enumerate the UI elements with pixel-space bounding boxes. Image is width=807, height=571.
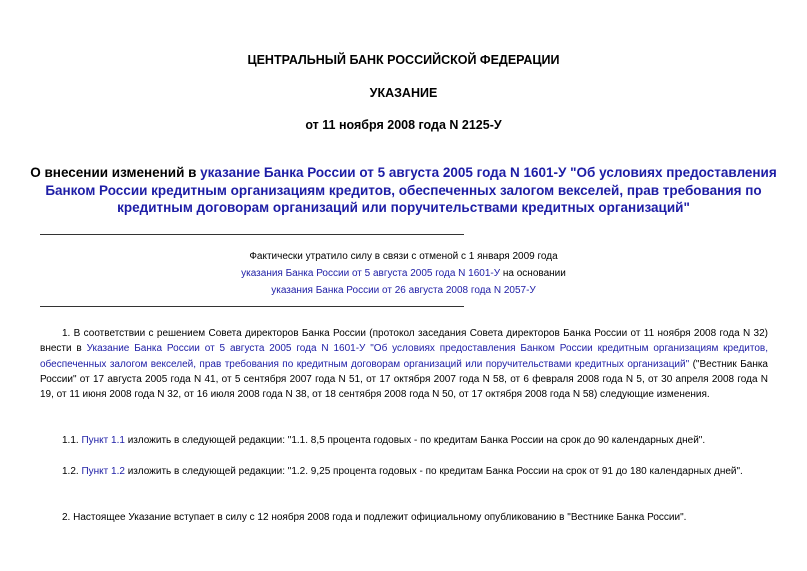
- paragraph-1-1-text: изложить в следующей редакции: "1.1. 8,5 процента годовых - по кредитам Банка России на срок до 90 календарных дней".: [124, 435, 706, 446]
- document-date-number: от 11 ноября 2008 года N 2125-У: [305, 118, 502, 132]
- paragraph-1-intro: 1. В соответствии с решением Совета директоров Банка России (протокол заседания Совета директоров Банка России от 11 ноября 2008 года N 32) внести в: [40, 328, 768, 355]
- document-title: [30, 164, 777, 217]
- status-note-line1: Фактически утратило силу в связи с отменой с 1 января 2009 года: [249, 251, 558, 262]
- status-note-suffix: на основании: [500, 268, 566, 279]
- issuer-heading: ЦЕНТРАЛЬНЫЙ БАНК РОССИЙСКОЙ ФЕДЕРАЦИИ: [247, 53, 560, 67]
- clause-1-1-link[interactable]: Пункт 1.1: [81, 435, 125, 446]
- paragraph-1-1-number: 1.1.: [62, 435, 82, 446]
- status-note-line3: [0, 283, 807, 299]
- paragraph-1-2-number: 1.2.: [62, 466, 82, 477]
- title-amended-act-link[interactable]: указание Банка России от 5 августа 2005 года N 1601-У "Об условиях предоставления Банком России кредитным организациям кредитов, обеспеченных залогом векселей, прав требования по кредитным договорам организаций или поручительствами кредитных организаций": [45, 165, 777, 215]
- paragraph-1-rest: ("Вестник Банка России" от 17 августа 2005 года N 41, от 5 сентября 2007 года N 51, от 17 октября 2007 года N 58, от 6 февраля 2008 года N 5, от 30 апреля 2008 года N 19, от 11 июня 2008 года N 32, от 16 июля 2008 года N 38, от 18 сентября 2008 года N 50, от 17 октября 2008 года N 58) следующие изменения.: [40, 358, 768, 401]
- title-prefix: О внесении изменений в: [30, 165, 201, 180]
- paragraph-2: 2. Настоящее Указание вступает в силу с 12 ноября 2008 года и подлежит официальному опубликованию в "Вестнике Банка России".: [62, 512, 687, 523]
- paragraph-1-1: [40, 433, 768, 448]
- status-note-line2: [0, 266, 807, 282]
- document-type-heading: УКАЗАНИЕ: [369, 86, 438, 100]
- paragraph-1-act-link[interactable]: Указание Банка России от 5 августа 2005 года N 1601-У "Об условиях предоставления Банком России кредитным организациям кредитов, обеспеченных залогом векселей, прав требования по кредитным договорам организаций или поручительствами кредитных организаций": [40, 343, 768, 370]
- basis-act-link[interactable]: указания Банка России от 26 августа 2008 года N 2057-У: [271, 285, 536, 296]
- divider-bottom: [40, 306, 464, 307]
- cancelled-act-link[interactable]: указания Банка России от 5 августа 2005 года N 1601-У: [241, 268, 501, 279]
- divider-top: [40, 234, 464, 235]
- paragraph-1: [40, 326, 768, 402]
- paragraph-1-2: [40, 464, 768, 479]
- clause-1-2-link[interactable]: Пункт 1.2: [81, 466, 125, 477]
- paragraph-1-2-text: изложить в следующей редакции: "1.2. 9,25 процента годовых - по кредитам Банка России на срок от 91 до 180 календарных дней".: [124, 466, 743, 477]
